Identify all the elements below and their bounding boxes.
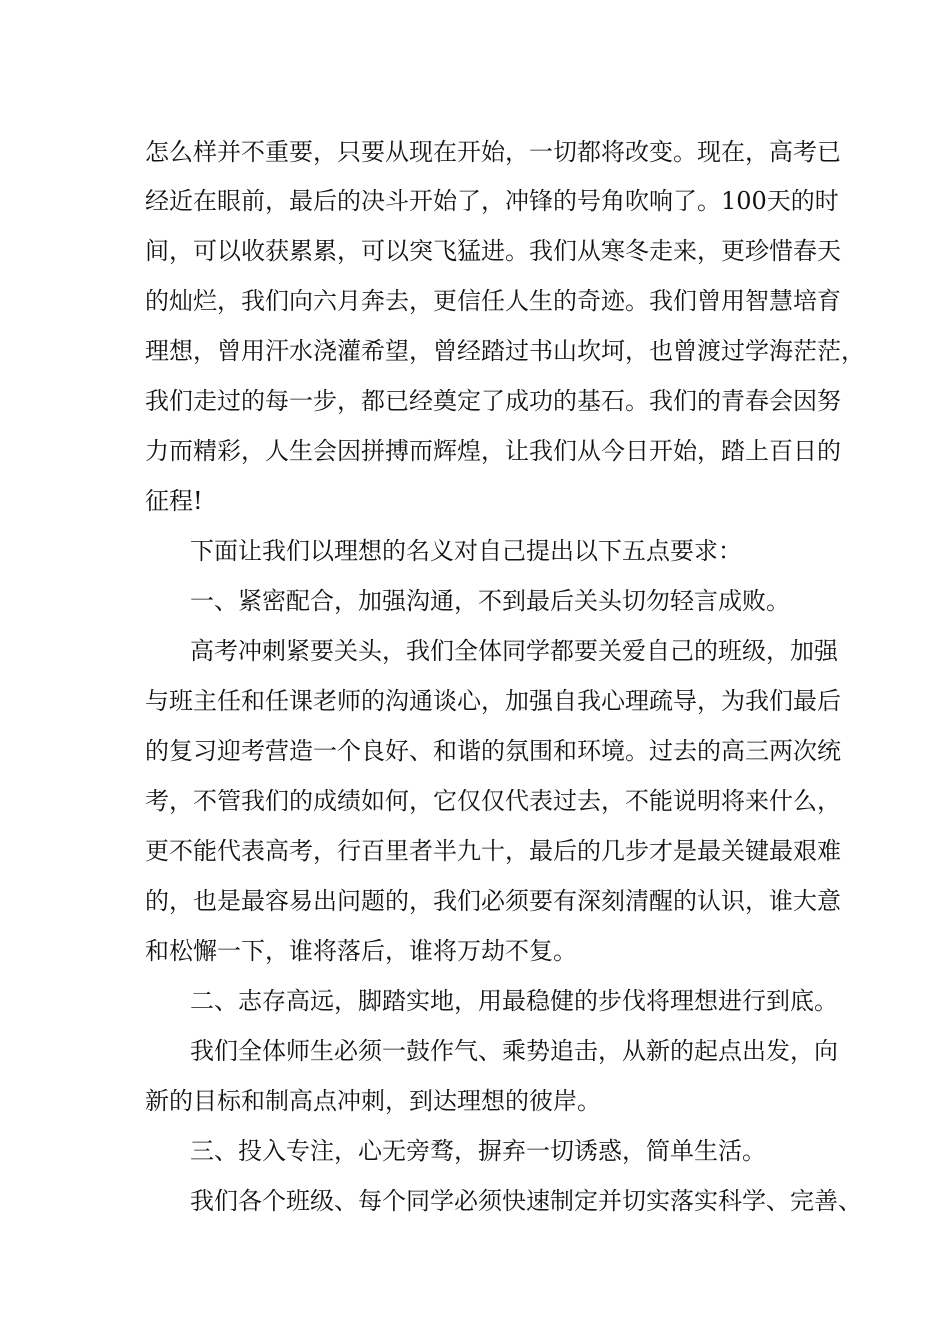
section-heading-3: 三、投入专注，心无旁骛，摒弃一切诱惑，简单生活。 — [190, 1137, 766, 1165]
text-line: 的，也是最容易出问题的，我们必须要有深刻清醒的认识，谁大意 — [145, 887, 841, 915]
text-line: 怎么样并不重要，只要从现在开始，一切都将改变。现在，高考已 — [145, 138, 841, 166]
section-heading-1: 一、紧密配合，加强沟通，不到最后关头切勿轻言成败。 — [190, 587, 790, 615]
paragraph-intro: 下面让我们以理想的名义对自己提出以下五点要求： — [190, 537, 742, 565]
text-line: 的复习迎考营造一个良好、和谐的氛围和环境。过去的高三两次统 — [145, 737, 841, 765]
text-line: 的灿烂，我们向六月奔去，更信任人生的奇迹。我们曾用智慧培育 — [145, 287, 841, 315]
text-line: 新的目标和制高点冲刺，到达理想的彼岸。 — [145, 1087, 601, 1115]
text-line: 更不能代表高考，行百里者半九十，最后的几步才是最关键最艰难 — [145, 837, 841, 865]
text-line: 和松懈一下，谁将落后，谁将万劫不复。 — [145, 937, 577, 965]
text-line: 间，可以收获累累，可以突飞猛进。我们从寒冬走来，更珍惜春天 — [145, 237, 841, 265]
text-line: 经近在眼前，最后的决斗开始了，冲锋的号角吹响了。100天的时 — [145, 187, 839, 215]
text-line: 与班主任和任课老师的沟通谈心，加强自我心理疏导，为我们最后 — [145, 687, 841, 715]
text-line: 我们各个班级、每个同学必须快速制定并切实落实科学、完善、 — [190, 1187, 862, 1215]
section-heading-2: 二、志存高远，脚踏实地，用最稳健的步伐将理想进行到底。 — [190, 987, 838, 1015]
text-line: 高考冲刺紧要关头，我们全体同学都要关爱自己的班级，加强 — [190, 637, 838, 665]
text-line: 我们走过的每一步，都已经奠定了成功的基石。我们的青春会因努 — [145, 387, 841, 415]
text-line: 理想，曾用汗水浇灌希望，曾经踏过书山坎坷，也曾渡过学海茫茫， — [145, 337, 865, 365]
text-line: 征程! — [145, 487, 203, 515]
text-line: 力而精彩，人生会因拼搏而辉煌，让我们从今日开始，踏上百日的 — [145, 437, 841, 465]
text-line: 考，不管我们的成绩如何，它仅仅代表过去，不能说明将来什么， — [145, 787, 841, 815]
text-line: 我们全体师生必须一鼓作气、乘势追击，从新的起点出发，向 — [190, 1037, 838, 1065]
